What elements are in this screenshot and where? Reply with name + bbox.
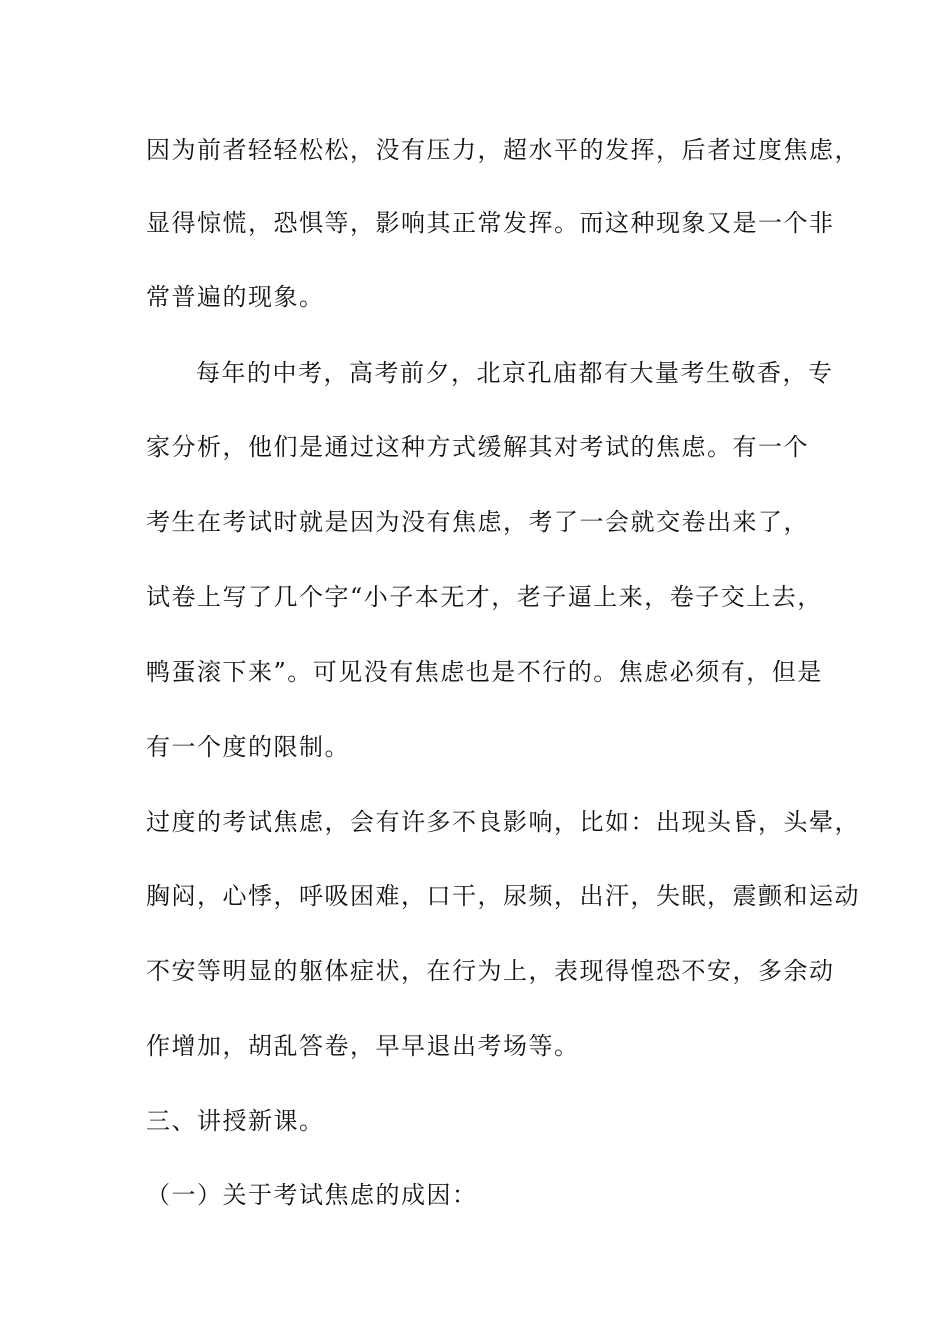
text-line: 作增加，胡乱答卷，早早退出考场等。 [146, 1032, 580, 1060]
text-line: 显得惊慌，恐惧等，影响其正常发挥。而这种现象又是一个非 [146, 209, 835, 237]
text-line: 家分析，他们是通过这种方式缓解其对考试的焦虑。有一个 [146, 433, 809, 461]
text-line: 常普遍的现象。 [146, 283, 325, 311]
text-line: 因为前者轻轻松松，没有压力，超水平的发挥，后者过度焦虑， [146, 136, 860, 164]
text-line: 过度的考试焦虑，会有许多不良影响，比如：出现头昏，头晕， [146, 808, 860, 836]
subsection-heading: （一）关于考试焦虑的成因： [146, 1181, 478, 1209]
text-line: 有一个度的限制。 [146, 733, 350, 761]
text-line: 试卷上写了几个字“小子本无才，老子逼上来，卷子交上去， [146, 583, 823, 611]
text-line: 鸭蛋滚下来”。可见没有焦虑也是不行的。焦虑必须有，但是 [146, 658, 823, 686]
text-line: 考生在考试时就是因为没有焦虑，考了一会就交卷出来了， [146, 508, 809, 536]
section-heading: 三、讲授新课。 [146, 1107, 325, 1135]
text-line: 每年的中考，高考前夕，北京孔庙都有大量考生敬香，专 [196, 359, 834, 387]
text-line: 胸闷，心悸，呼吸困难，口干，尿频，出汗，失眠，震颤和运动 [146, 882, 860, 910]
text-line: 不安等明显的躯体症状，在行为上，表现得惶恐不安，多余动 [146, 957, 835, 985]
